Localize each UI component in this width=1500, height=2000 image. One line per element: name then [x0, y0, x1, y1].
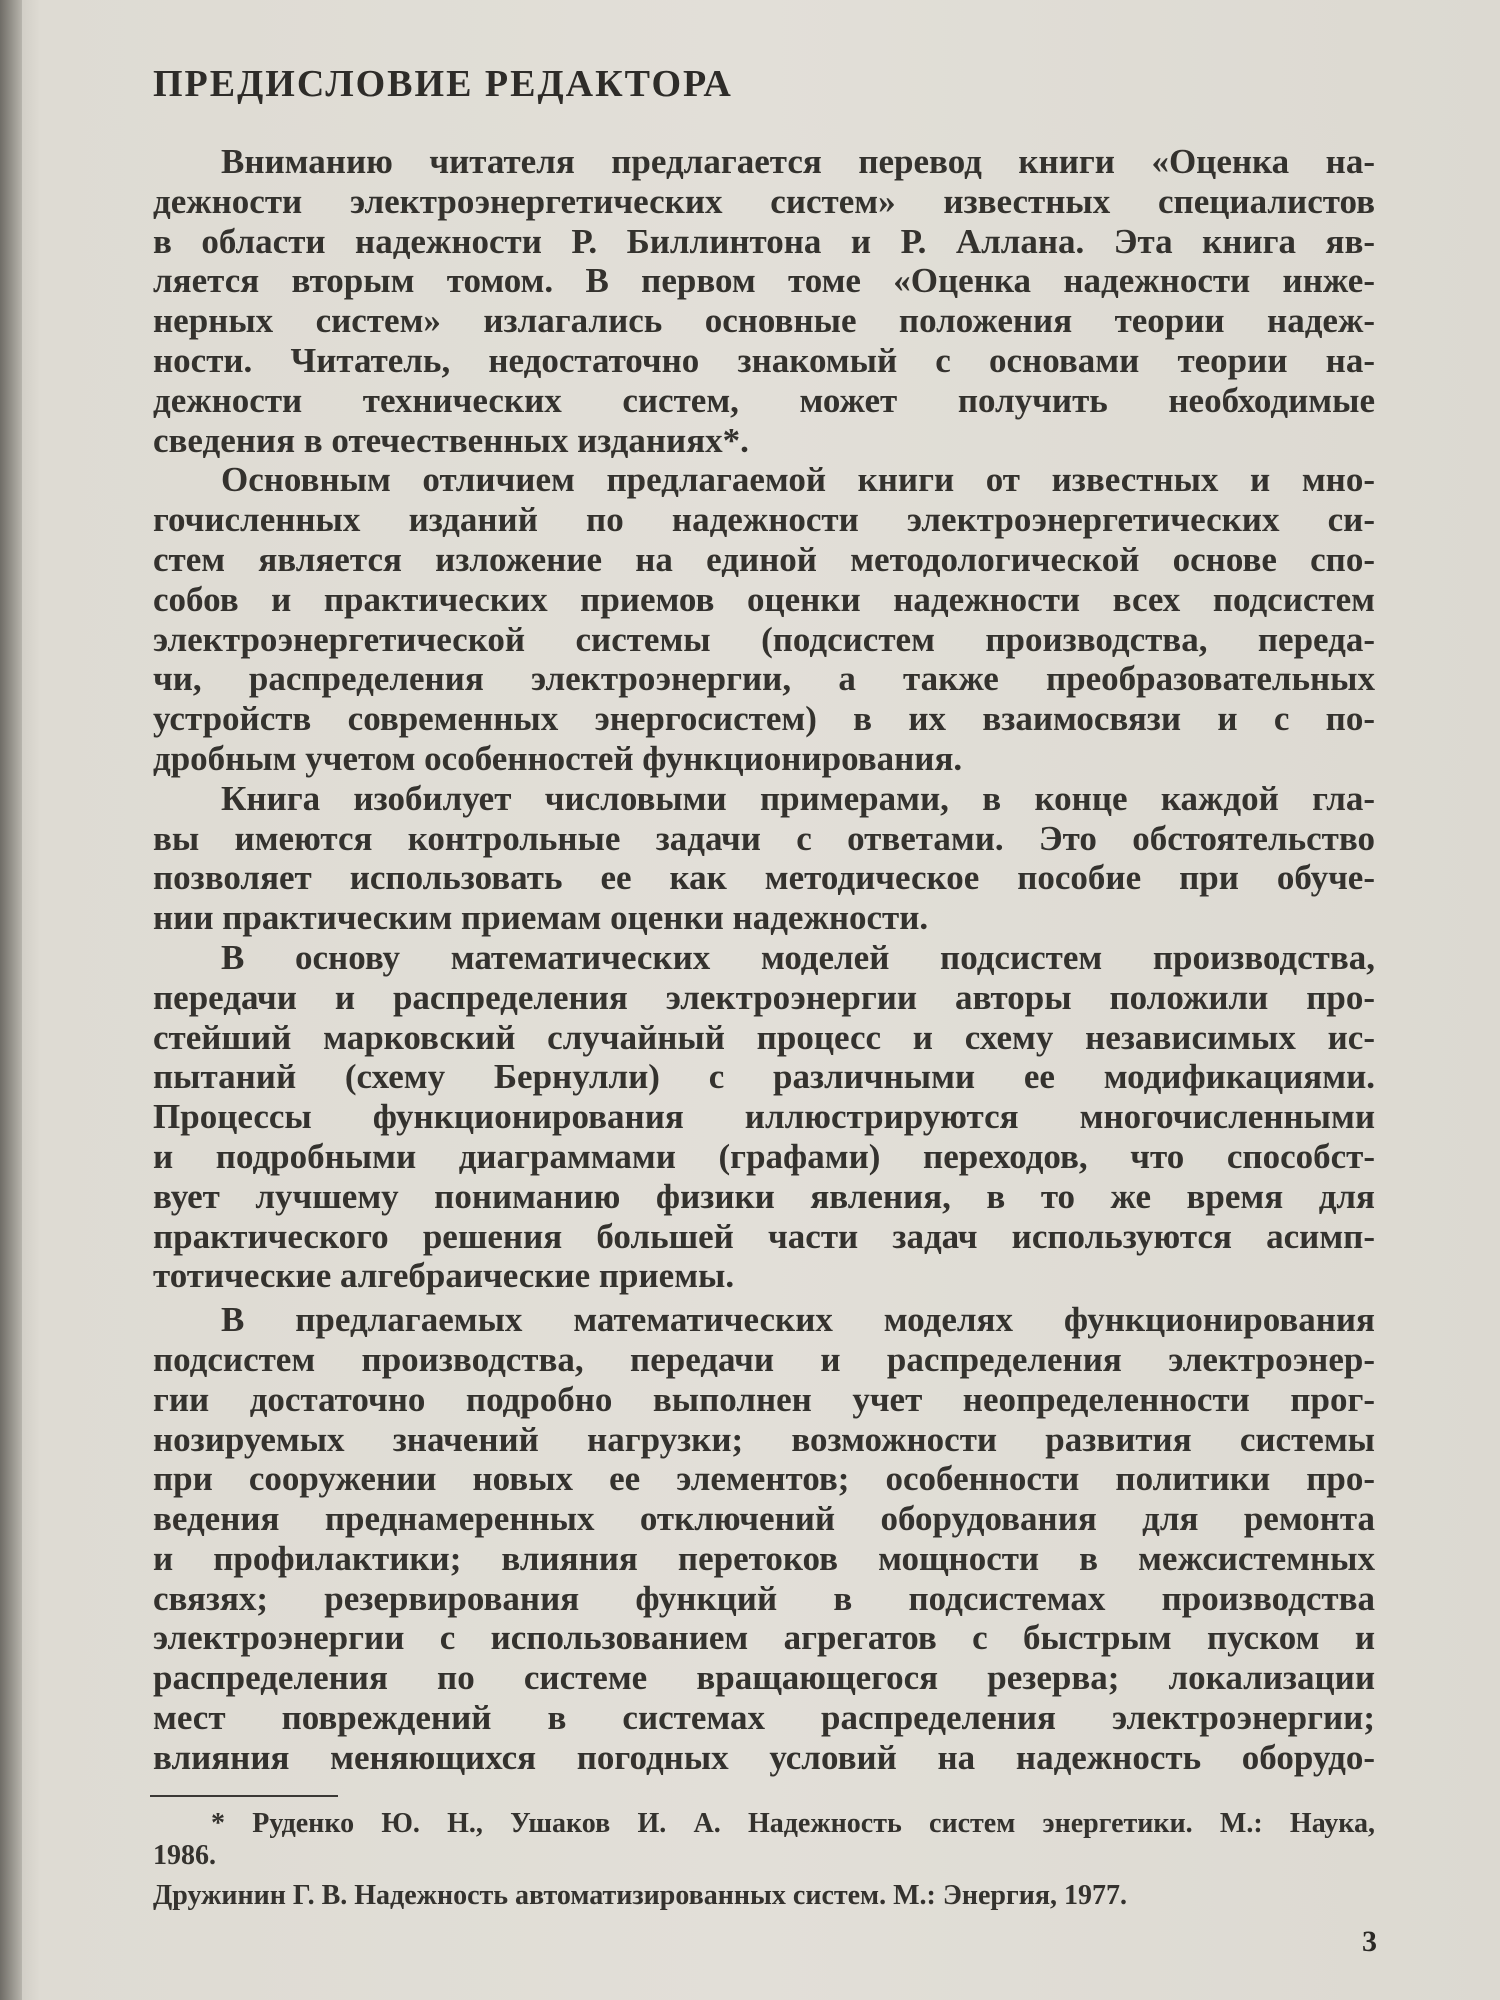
- text-line: ности. Читатель, недостаточно знакомый с основами теории на-: [153, 340, 1375, 380]
- text-line: пытаний (схему Бернулли) с различными ее модификациями.: [153, 1057, 1375, 1097]
- text-line: вует лучшему пониманию физики явления, в то же время для: [153, 1176, 1375, 1216]
- footnote-line: 1986.: [153, 1840, 216, 1871]
- text-line: практического решения большей части задач используются асимп-: [153, 1216, 1375, 1256]
- text-line: мест повреждений в системах распределения электроэнергии;: [153, 1698, 1375, 1738]
- text-line: дежности электроэнергетических систем» известных специалистов: [153, 181, 1375, 221]
- text-line: В основу математических моделей подсистем производства,: [221, 937, 1375, 977]
- text-line: Вниманию читателя предлагается перевод книги «Оценка на-: [221, 142, 1375, 181]
- text-line: ляется вторым томом. В первом томе «Оценка надежности инже-: [153, 261, 1375, 301]
- text-line: нерных систем» излагались основные положения теории надеж-: [153, 301, 1375, 341]
- page-title: ПРЕДИСЛОВИЕ РЕДАКТОРА: [153, 63, 733, 105]
- text-line: вы имеются контрольные задачи с ответами. Это обстоятельство: [153, 818, 1375, 858]
- text-line: чи, распределения электроэнергии, а также преобразовательных: [153, 659, 1375, 699]
- body-text: [153, 142, 1375, 1778]
- text-line: гии достаточно подробно выполнен учет неопределенности прог-: [153, 1379, 1375, 1419]
- paragraph: [153, 142, 1375, 460]
- page-number: 3: [1362, 1925, 1377, 1958]
- page-binding-edge: [0, 0, 22, 2000]
- text-line: тотические алгебраические приемы.: [153, 1256, 735, 1296]
- text-line: дежности технических систем, может получить необходимые: [153, 380, 1375, 420]
- footnote-divider: [150, 1795, 338, 1797]
- paragraph: [153, 1300, 1375, 1778]
- text-line: подсистем производства, передачи и распределения электроэнер-: [153, 1339, 1375, 1379]
- text-line: дробным учетом особенностей функционирования.: [153, 738, 963, 778]
- text-line: В предлагаемых математических моделях функционирования: [221, 1300, 1375, 1340]
- text-line: распределения по системе вращающегося резерва; локализации: [153, 1658, 1375, 1698]
- footnote-line: * Руденко Ю. Н., Ушаков И. А. Надежность систем энергетики. М.: Наука,: [211, 1808, 1375, 1839]
- paragraph: [153, 460, 1375, 778]
- text-line: собов и практических приемов оценки надежности всех подсистем: [153, 579, 1375, 619]
- text-line: электроэнергии с использованием агрегатов с быстрым пуском и: [153, 1618, 1375, 1658]
- text-line: Книга изобилует числовыми примерами, в конце каждой гла-: [221, 778, 1375, 818]
- text-line: ведения преднамеренных отключений оборудования для ремонта: [153, 1499, 1375, 1539]
- text-line: позволяет использовать ее как методическое пособие при обуче-: [153, 858, 1375, 898]
- text-line: стем является изложение на единой методологической основе спо-: [153, 539, 1375, 579]
- text-line: гочисленных изданий по надежности электроэнергетических си-: [153, 500, 1375, 540]
- paragraph: [153, 779, 1375, 938]
- text-line: Процессы функционирования иллюстрируются многочисленными: [153, 1097, 1375, 1137]
- text-line: стейший марковский случайный процесс и схему независимых ис-: [153, 1017, 1375, 1057]
- text-line: связях; резервирования функций в подсистемах производства: [153, 1578, 1375, 1618]
- text-line: нозируемых значений нагрузки; возможности развития системы: [153, 1419, 1375, 1459]
- text-line: при сооружении новых ее элементов; особенности политики про-: [153, 1459, 1375, 1499]
- text-line: влияния меняющихся погодных условий на надежность оборудо-: [153, 1737, 1375, 1777]
- paragraph: [153, 938, 1375, 1296]
- text-line: нии практическим приемам оценки надежности.: [153, 898, 929, 938]
- text-line: и подробными диаграммами (графами) переходов, что способст-: [153, 1136, 1375, 1176]
- text-line: Основным отличием предлагаемой книги от известных и мно-: [221, 460, 1375, 500]
- footnote-line: Дружинин Г. В. Надежность автоматизированных систем. М.: Энергия, 1977.: [153, 1880, 1127, 1911]
- text-line: электроэнергетической системы (подсистем производства, переда-: [153, 619, 1375, 659]
- text-line: сведения в отечественных изданиях*.: [153, 420, 749, 460]
- text-line: передачи и распределения электроэнергии авторы положили про-: [153, 977, 1375, 1017]
- text-line: в области надежности Р. Биллинтона и Р. Аллана. Эта книга яв-: [153, 221, 1375, 261]
- text-line: устройств современных энергосистем) в их взаимосвязи и с по-: [153, 699, 1375, 739]
- text-line: и профилактики; влияния перетоков мощности в межсистемных: [153, 1538, 1375, 1578]
